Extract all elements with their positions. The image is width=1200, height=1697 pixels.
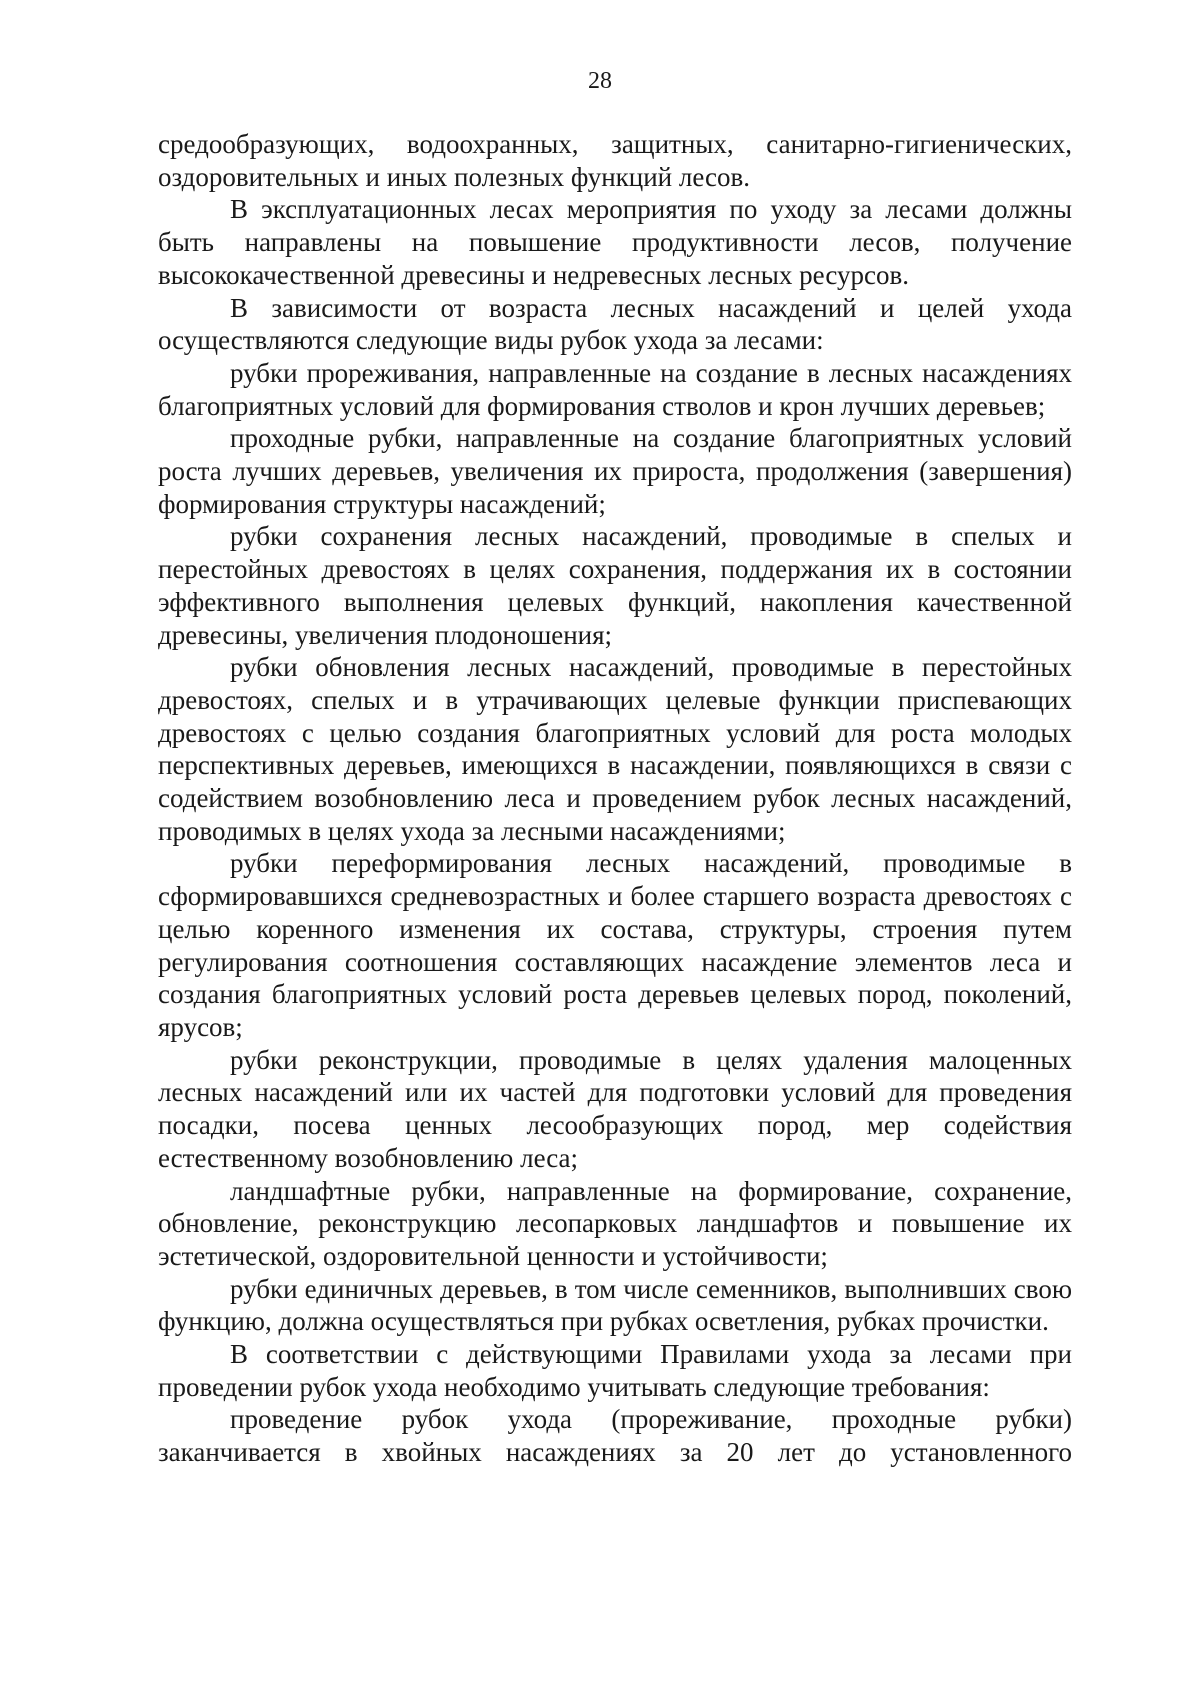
list-item-renewal-cuttings: рубки обновления лесных насаждений, проводимые в перестойных древостоях, спелых и в утрачивающих целевые функции приспевающих древостоях с целью создания благоприятных условий для роста молодых перспективных деревьев, имеющихся в насаждении, появляющихся в связи с содействием возобновлению леса и проведением рубок лесных насаждений, проводимых в целях ухода за лесными насаждениями; — [158, 652, 1072, 846]
paragraph-thinning-types-intro: В зависимости от возраста лесных насаждений и целей ухода осуществляются следующие виды рубок ухода за лесами: — [158, 292, 1072, 356]
paragraph-requirements-intro: В соответствии с действующими Правилами ухода за лесами при проведении рубок ухода необходимо учитывать следующие требования: — [158, 1339, 1072, 1402]
list-item-completion-requirement: проведение рубок ухода (прореживание, проходные рубки) заканчивается в хвойных насаждениях за 20 лет до установленного — [158, 1404, 1072, 1468]
list-item-thinning-cuttings: рубки прореживания, направленные на создание в лесных насаждениях благоприятных условий для формирования стволов и крон лучших деревьев; — [158, 357, 1072, 421]
page-number: 28 — [588, 68, 612, 94]
paragraph-functions-continuation: средообразующих, водоохранных, защитных, санитарно-гигиенических, оздоровительных и иных полезных функций лесов. — [158, 129, 1072, 192]
list-item-landscape-cuttings: ландшафтные рубки, направленные на формирование, сохранение, обновление, реконструкцию лесопарковых ландшафтов и повышение их эстетической, оздоровительной ценности и устойчивости; — [158, 1175, 1072, 1271]
paragraph-exploitation-forests: В эксплуатационных лесах мероприятия по уходу за лесами должны быть направлены на повышение продуктивности лесов, получение высококачественной древесины и недревесных лесных ресурсов. — [158, 194, 1072, 290]
list-item-single-tree-cuttings: рубки единичных деревьев, в том числе семенников, выполнивших свою функцию, должна осуществляться при рубках осветления, рубках прочистки. — [158, 1273, 1072, 1337]
list-item-preservation-cuttings: рубки сохранения лесных насаждений, проводимые в спелых и перестойных древостоях в целях сохранения, поддержания их в состоянии эффективного выполнения целевых функций, накопления качественной древесины, увеличения плодоношения; — [158, 521, 1072, 650]
list-item-reformation-cuttings: рубки переформирования лесных насаждений, проводимые в сформировавшихся средневозрастных и более старшего возраста древостоях с целью коренного изменения их состава, структуры, строения путем регулирования соотношения составляющих насаждение элементов леса и создания благоприятных условий роста деревьев целевых пород, поколений, ярусов; — [158, 848, 1072, 1042]
list-item-passage-cuttings: проходные рубки, направленные на создание благоприятных условий роста лучших деревьев, увеличения их прироста, продолжения (завершения) формирования структуры насаждений; — [158, 423, 1072, 519]
list-item-reconstruction-cuttings: рубки реконструкции, проводимые в целях удаления малоценных лесных насаждений или их частей для подготовки условий для проведения посадки, посева ценных лесообразующих пород, мер содействия естественному возобновлению леса; — [158, 1044, 1072, 1173]
document-body — [158, 128, 1072, 1469]
